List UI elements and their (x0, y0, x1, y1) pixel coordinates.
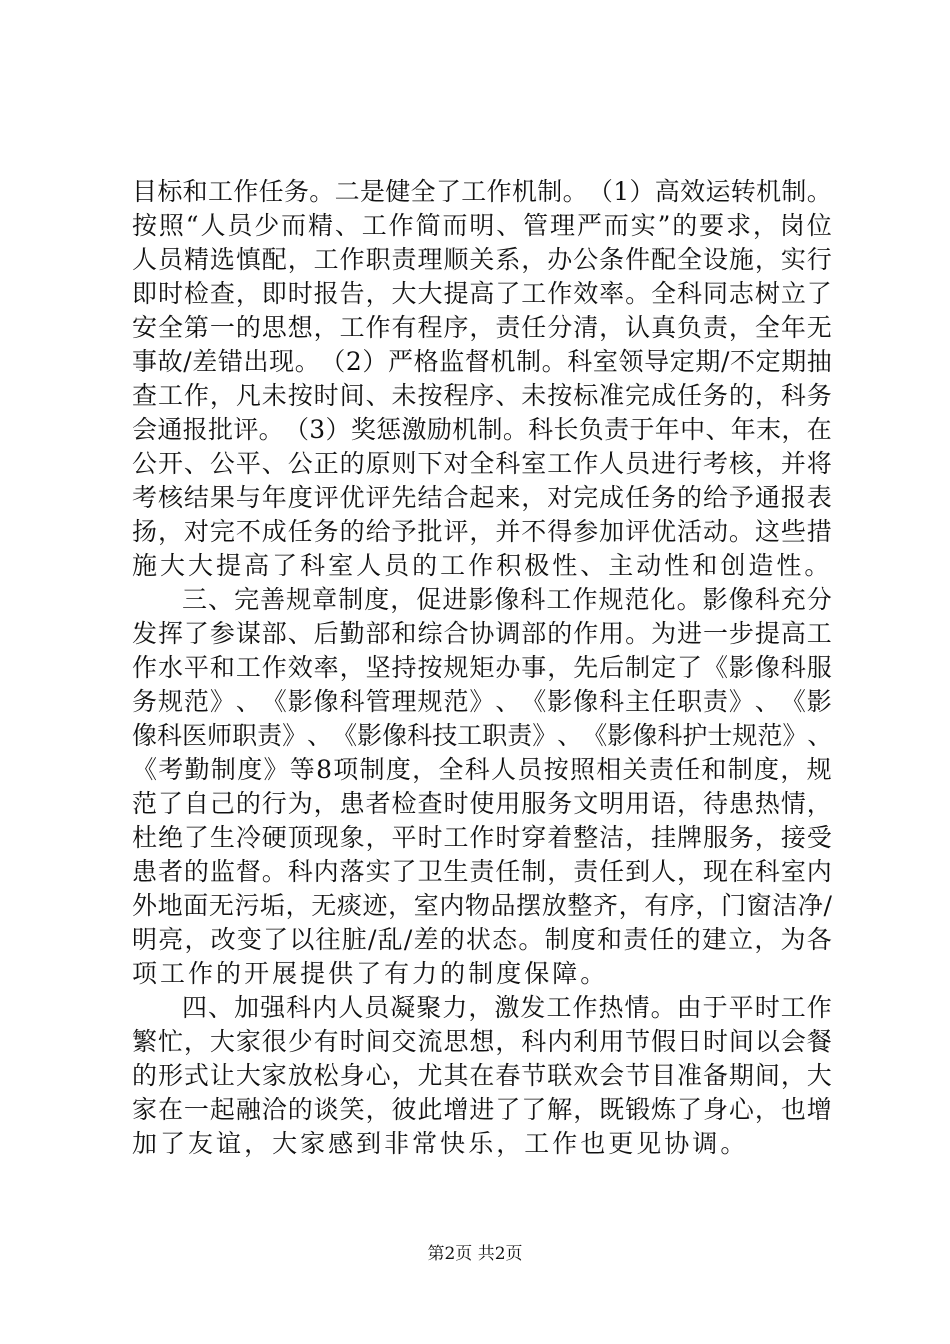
text-line: 即 时 检 查 ， 即 时 报 告 ， 大 大 提 高 了 工 作 效 率 。 全 科 同 志 树 立 了 (132, 279, 832, 308)
document-body (132, 175, 832, 1161)
text-line: 三 、 完 善 规 章 制 度 ， 促 进 影 像 科 工 作 规 范 化 。 影 像 科 充 分 (182, 585, 832, 614)
text-line: 四 、 加 强 科 内 人 员 凝 聚 力 ， 激 发 工 作 热 情 。 由 于 平 时 工 作 (182, 993, 832, 1022)
text-line: 像 科 医 师 职 责 》 、 《 影 像 科 技 工 职 责 》 、 《 影 像 科 护 士 规 范 》 、 (132, 721, 833, 750)
text-line: 患 者 的 监 督 。 科 内 落 实 了 卫 生 责 任 制 ， 责 任 到 人 ， 现 在 科 室 内 (132, 857, 832, 886)
text-line: 明 亮 ， 改 变 了 以 往 脏 / 乱 / 差 的 状 态 。 制 度 和 责 任 的 建 立 ， 为 各 (132, 925, 832, 954)
text-line: 目 标 和 工 作 任 务 。 二 是 健 全 了 工 作 机 制 。 （ 1 ） 高 效 运 转 机 制 。 (132, 177, 832, 206)
text-line: 施 大 大 提 高 了 科 室 人 员 的 工 作 积 极 性 、 主 动 性 和 创 造 性 。 (132, 551, 830, 580)
text-line: 务 规 范 》 、 《 影 像 科 管 理 规 范 》 、 《 影 像 科 主 任 职 责 》 、 《 影 (132, 687, 832, 716)
text-line: 《 考 勤 制 度 》 等 8 项 制 度 ， 全 科 人 员 按 照 相 关 责 任 和 制 度 ， 规 (132, 755, 832, 784)
text-line: 的 形 式 让 大 家 放 松 身 心 ， 尤 其 在 春 节 联 欢 会 节 目 准 备 期 间 ， 大 (132, 1061, 832, 1090)
text-line: 扬 ， 对 完 不 成 任 务 的 给 予 批 评 ， 并 不 得 参 加 评 优 活 动 。 这 些 措 (132, 517, 832, 546)
text-line: 考 核 结 果 与 年 度 评 优 评 先 结 合 起 来 ， 对 完 成 任 务 的 给 予 通 报 表 (132, 483, 832, 512)
paragraph (132, 175, 832, 583)
paragraph (132, 583, 832, 991)
text-line: 查 工 作 ， 凡 未 按 时 间 、 未 按 程 序 、 未 按 标 准 完 成 任 务 的 ， 科 务 (132, 381, 832, 410)
paragraph (132, 991, 832, 1161)
text-line: 项 工 作 的 开 展 提 供 了 有 力 的 制 度 保 障 。 (132, 959, 606, 988)
text-line: 人 员 精 选 慎 配 ， 工 作 职 责 理 顺 关 系 ， 办 公 条 件 配 全 设 施 ， 实 行 (132, 245, 832, 274)
text-line: 安 全 第 一 的 思 想 ， 工 作 有 程 序 ， 责 任 分 清 ， 认 真 负 责 ， 全 年 无 (132, 313, 832, 342)
text-line: 作 水 平 和 工 作 效 率 ， 坚 持 按 规 矩 办 事 ， 先 后 制 定 了 《 影 像 科 服 (132, 653, 832, 682)
text-line: 家 在 一 起 融 洽 的 谈 笑 ， 彼 此 增 进 了 了 解 ， 既 锻 炼 了 身 心 ， 也 增 (132, 1095, 832, 1124)
text-line: 公 开 、 公 平 、 公 正 的 原 则 下 对 全 科 室 工 作 人 员 进 行 考 核 ， 并 将 (132, 449, 832, 478)
text-line: 发 挥 了 参 谋 部 、 后 勤 部 和 综 合 协 调 部 的 作 用 。 为 进 一 步 提 高 工 (132, 619, 832, 648)
text-line: 事 故 / 差 错 出 现 。 （ 2 ） 严 格 监 督 机 制 。 科 室 领 导 定 期 / 不 定 期 抽 (132, 347, 832, 376)
text-line: 杜 绝 了 生 冷 硬 顶 现 象 ， 平 时 工 作 时 穿 着 整 洁 ， 挂 牌 服 务 ， 接 受 (132, 823, 832, 852)
text-line: 按 照 “ 人 员 少 而 精 、 工 作 简 而 明 、 管 理 严 而 实 ” 的 要 求 ， 岗 位 (132, 211, 832, 240)
text-line: 范 了 自 己 的 行 为 ， 患 者 检 查 时 使 用 服 务 文 明 用 语 ， 待 患 热 情 ， (132, 789, 832, 818)
text-line: 会 通 报 批 评 。 （ 3 ） 奖 惩 激 励 机 制 。 科 长 负 责 于 年 中 、 年 末 ， 在 (132, 415, 832, 444)
page-number-footer: 第2页 共2页 (427, 1244, 523, 1264)
text-line: 加 了 友 谊 ， 大 家 感 到 非 常 快 乐 ， 工 作 也 更 见 协 调 。 (132, 1129, 746, 1158)
text-line: 外 地 面 无 污 垢 ， 无 痰 迹 ， 室 内 物 品 摆 放 整 齐 ， 有 序 ， 门 窗 洁 净 / (132, 891, 832, 920)
text-line: 繁 忙 ， 大 家 很 少 有 时 间 交 流 思 想 ， 科 内 利 用 节 假 日 时 间 以 会 餐 (132, 1027, 832, 1056)
